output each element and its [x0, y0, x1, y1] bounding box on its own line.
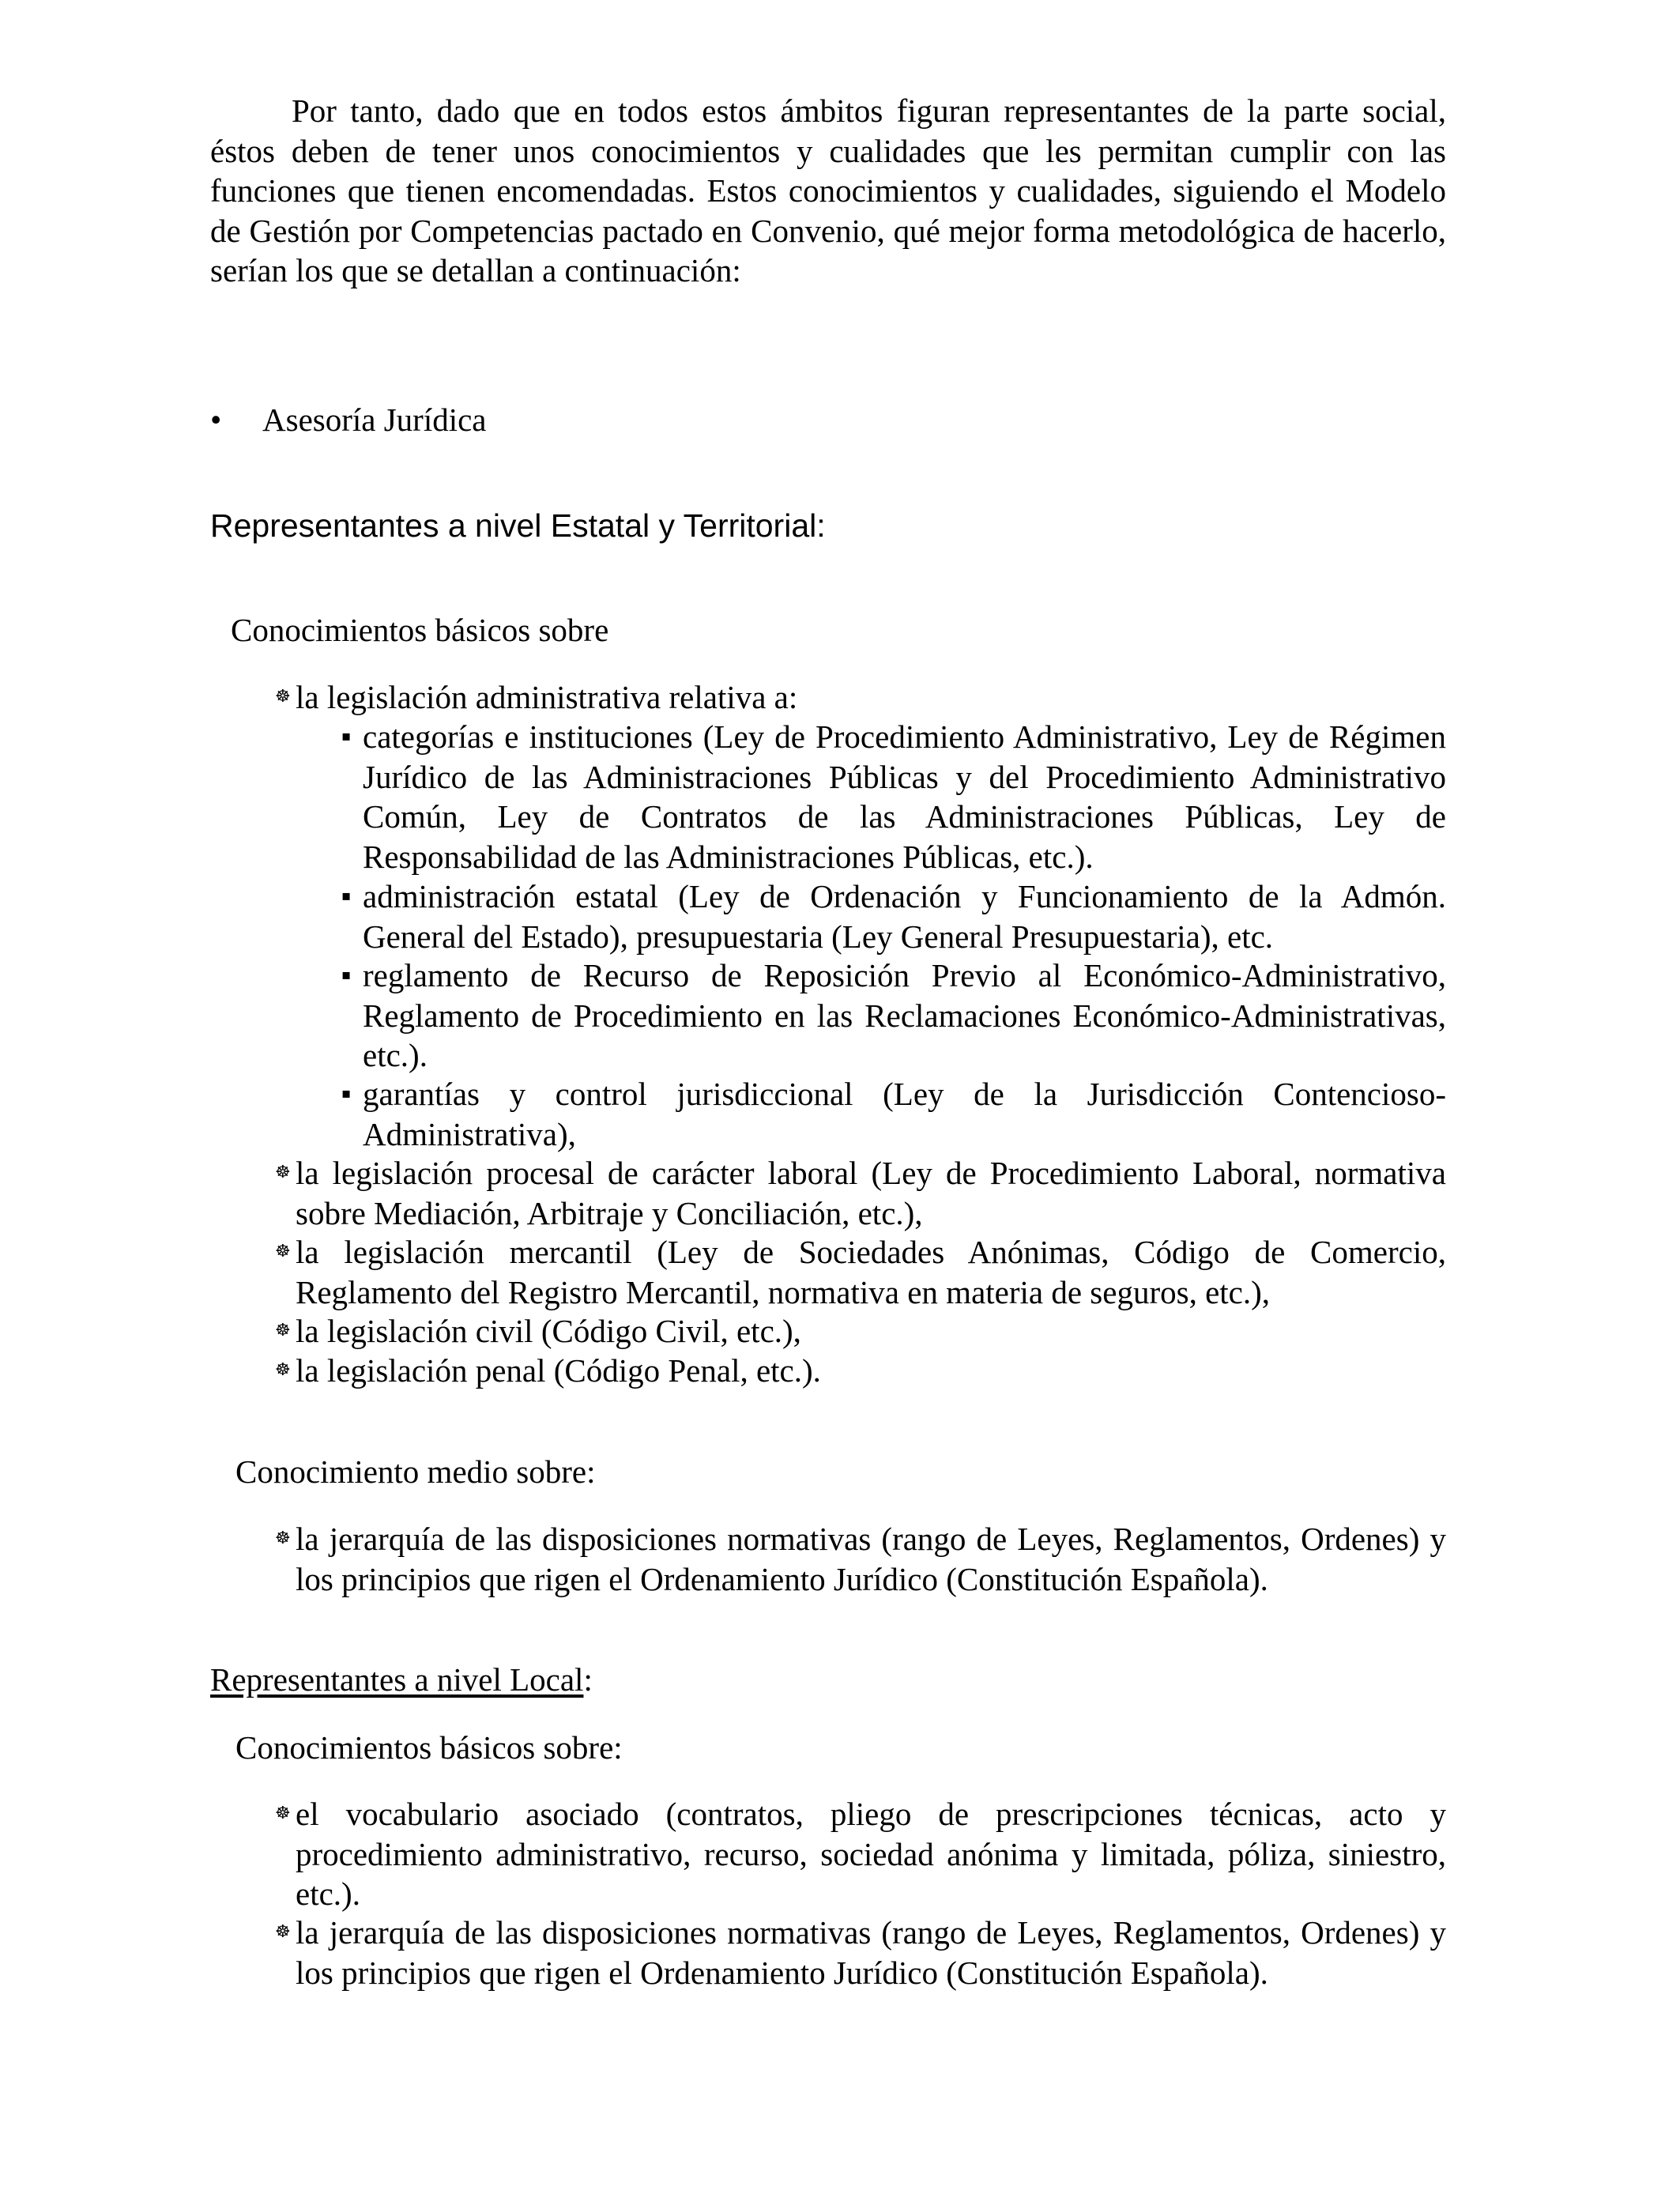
estatal-item-text: la legislación civil (Código Civil, etc.),	[296, 1313, 801, 1349]
local-item-text: el vocabulario asociado (contratos, pliego de prescripciones técnicas, acto y procedimiento administrativo, recurso, sociedad anónima y limitada, póliza, siniestro, etc.).	[296, 1796, 1446, 1912]
wheel-bullet-icon: ☸	[275, 1321, 291, 1340]
local-list-item	[275, 1913, 1446, 1992]
square-bullet-icon: ▪	[341, 1085, 352, 1102]
heading-local-colon: :	[583, 1661, 593, 1698]
wheel-bullet-icon: ☸	[275, 687, 291, 707]
bullet-asesoria-juridica	[210, 400, 842, 441]
local-basicos-label: Conocimientos básicos sobre:	[235, 1729, 623, 1766]
estatal-medio-text: la jerarquía de las disposiciones normativas (rango de Leyes, Reglamentos, Ordenes) y los principios que rigen el Ordenamiento Jurídico (Constitución Española).	[296, 1521, 1446, 1597]
heading-local-text: Representantes a nivel Local	[210, 1661, 584, 1698]
estatal-subitem	[341, 717, 1446, 876]
square-bullet-icon: ▪	[341, 888, 352, 904]
estatal-subitem-text: garantías y control jurisdiccional (Ley de la Jurisdicción Contencioso-Administrativa),	[363, 1076, 1446, 1152]
heading-nivel-local	[210, 1660, 1000, 1700]
bullet-dot-icon: •	[210, 401, 222, 438]
local-list-item	[275, 1794, 1446, 1914]
square-bullet-icon: ▪	[341, 728, 352, 745]
estatal-list-item	[275, 1311, 1446, 1351]
estatal-subitem	[341, 876, 1446, 956]
estatal-item-text: la legislación mercantil (Ley de Sociedades Anónimas, Código de Comercio, Reglamento del Registro Mercantil, normativa en materia de seguros, etc.),	[296, 1234, 1446, 1310]
wheel-bullet-icon: ☸	[275, 1529, 291, 1548]
estatal-medio-item	[275, 1519, 1446, 1599]
wheel-bullet-icon: ☸	[275, 1804, 291, 1823]
estatal-subitem-text: reglamento de Recurso de Reposición Previo al Económico-Administrativo, Reglamento de Procedimiento en las Reclamaciones Económico-Administrativas, etc.).	[363, 957, 1446, 1073]
wheel-bullet-icon: ☸	[275, 1163, 291, 1182]
estatal-item-text: la legislación penal (Código Penal, etc.).	[296, 1352, 821, 1389]
estatal-item-text: la legislación administrativa relativa a:	[296, 679, 798, 715]
estatal-subitem-text: administración estatal (Ley de Ordenación y Funcionamiento de la Admón. General del Estado), presupuestaria (Ley General Presupuestaria), etc.	[363, 878, 1446, 955]
square-bullet-icon: ▪	[341, 967, 352, 983]
heading-estatal-territorial: Representantes a nivel Estatal y Territorial:	[210, 507, 826, 544]
estatal-item-text: la legislación procesal de carácter laboral (Ley de Procedimiento Laboral, normativa sobre Mediación, Arbitraje y Conciliación, etc.),	[296, 1155, 1446, 1231]
estatal-list-item	[275, 1351, 1446, 1391]
estatal-subitem-text: categorías e instituciones (Ley de Procedimiento Administrativo, Ley de Régimen Jurídico de las Administraciones Públicas y del Procedimiento Administrativo Común, Ley de Contratos de las Administraciones Públicas, Ley de Responsabilidad de las Administraciones Públicas, etc.).	[363, 718, 1446, 875]
estatal-list-item	[275, 1153, 1446, 1233]
estatal-subitem	[341, 956, 1446, 1076]
intro-paragraph: Por tanto, dado que en todos estos ámbitos figuran representantes de la parte social, éstos deben de tener unos conocimientos y cualidades que les permitan cumplir con las funciones que tienen encomendadas. Estos conocimientos y cualidades, siguiendo el Modelo de Gestión por Competencias pactado en Convenio, qué mejor forma metodológica de hacerlo, serían los que se detallan a continuación:	[210, 92, 1446, 288]
bullet-asesoria-label: Asesoría Jurídica	[262, 401, 487, 438]
estatal-basicos-label: Conocimientos básicos sobre	[231, 612, 609, 648]
wheel-bullet-icon: ☸	[275, 1922, 291, 1942]
wheel-bullet-icon: ☸	[275, 1360, 291, 1380]
estatal-subitem	[341, 1074, 1446, 1154]
estatal-medio-label: Conocimiento medio sobre:	[235, 1453, 596, 1490]
estatal-list-item	[275, 1232, 1446, 1312]
wheel-bullet-icon: ☸	[275, 1242, 291, 1261]
estatal-list-item	[275, 677, 1446, 718]
local-item-text: la jerarquía de las disposiciones normativas (rango de Leyes, Reglamentos, Ordenes) y los principios que rigen el Ordenamiento Jurídico (Constitución Española).	[296, 1914, 1446, 1991]
